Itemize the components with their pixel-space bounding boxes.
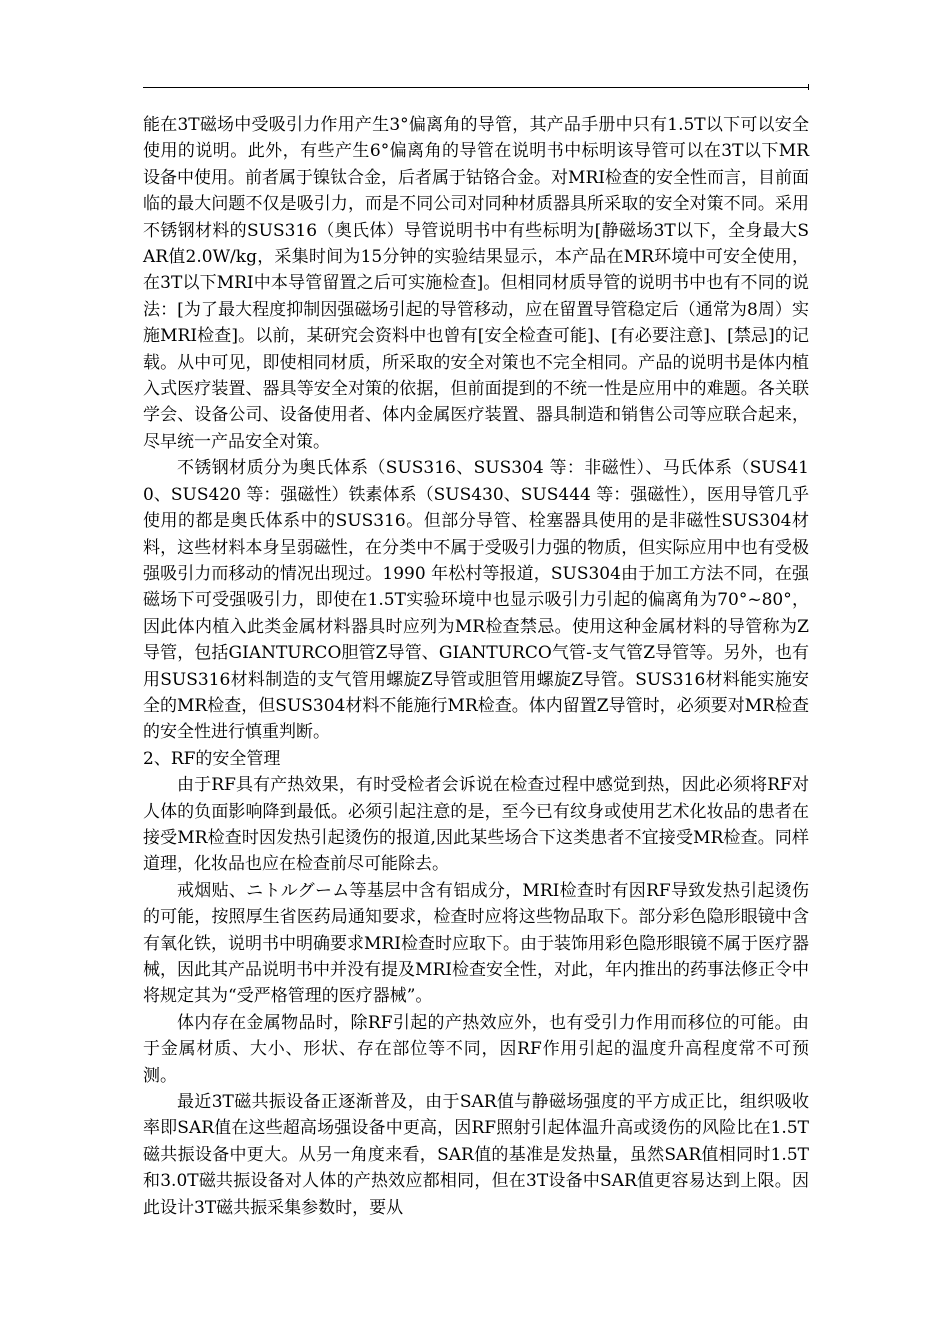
paragraph-stainless-steel-types: 不锈钢材质分为奥氏体系（SUS316、SUS304 等：非磁性）、马氏体系（SUS410、SUS420 等：强磁性）铁素体系（SUS430、SUS444 等：强磁性），医用导管几乎使用的都是奥氏体系中的SUS316。但部分导管、栓塞器具使用的是非磁性SUS304材料，这些材料本身呈弱磁性，在分类中不属于受吸引力强的物质，但实际应用中也有受极强吸引力而移动的情况出现过。1990 年松村等报道，SUS304由于加工方法不同，在强磁场下可受强吸引力，即使在1.5T实验环境中也显示吸引力引起的偏离角为70°~80°，因此体内植入此类金属材料器具时应列为MR检查禁忌。使用这种金属材料的导管称为Z导管，包括GIANTURCO胆管Z导管、GIANTURCO气管-支气管Z导管等。另外，也有用SUS316材料制造的支气管用螺旋Z导管或胆管用螺旋Z导管。SUS316材料能实施安全的MR检查，但SUS304材料不能施行MR检查。体内留置Z导管时，必须要对MR检查的安全性进行慎重判断。: [143, 458, 809, 743]
section-heading-rf-safety: 2、RF的安全管理: [143, 748, 281, 769]
paragraph-patches-contact-lenses: 戒烟贴、ニトルグーム等基层中含有铝成分，MRI检查时有因RF导致发热引起烫伤的可能，按照厚生省医药局通知要求，检查时应将这些物品取下。部分彩色隐形眼镜中含有氧化铁，说明书中明确要求MRI检查时应取下。由于装饰用彩色隐形眼镜不属于医疗器械，因此其产品说明书中并没有提及MRI检查安全性，对此，年内推出的药事法修正令中将规定其为“受严格管理的医疗器械”。: [143, 880, 809, 1007]
paragraph-3t-sar: 最近3T磁共振设备正逐渐普及，由于SAR值与静磁场强度的平方成正比，组织吸收率即SAR值在这些超高场强设备中更高，因RF照射引起体温升高或烫伤的风险比在1.5T磁共振设备中更大。从另一角度来看，SAR值的基准是发热量，虽然SAR值相同时1.5T和3.0T磁共振设备对人体的产热效应都相同，但在3T设备中SAR值更容易达到上限。因此设计3T磁共振采集参数时，要从: [143, 1092, 809, 1218]
paragraph-rf-heating-effect: 由于RF具有产热效果，有时受检者会诉说在检查过程中感觉到热，因此必须将RF对人体的负面影响降到最低。必须引起注意的是，至今已有纹身或使用艺术化妆品的患者在接受MR检查时因发热引起烫伤的报道,因此某些场合下这类患者不宜接受MR检查。同样道理，化妆品也应在检查前尽可能除去。: [143, 775, 809, 875]
paragraph-mri-guidewire-safety: 能在3T磁场中受吸引力作用产生3°偏离角的导管，其产品手册中只有1.5T以下可以安全使用的说明。此外，有些产生6°偏离角的导管在说明书中标明该导管可以在3T以下MR设备中使用。前者属于镍钛合金，后者属于钴铬合金。对MRI检查的安全性而言，目前面临的最大问题不仅是吸引力，而是不同公司对同种材质器具所采取的安全对策不同。采用不锈钢材料的SUS316（奥氏体）导管说明书中有些标明为[静磁场3T以下，全身最大SAR值2.0W/kg，采集时间为15分钟的实验结果显示，本产品在MR环境中可安全使用，在3T以下MRI中本导管留置之后可实施检查]。但相同材质导管的说明书中也有不同的说法：[为了最大程度抑制因强磁场引起的导管移动，应在留置导管稳定后（通常为8周）实施MRI检查]。以前，某研究会资料中也曾有[安全检查可能]、[有必要注意]、[禁忌]的记载。从中可见，即使相同材质，所采取的安全对策也不完全相同。产品的说明书是体内植入式医疗装置、器具等安全对策的依据，但前面提到的不统一性是应用中的难题。各关联学会、设备公司、设备使用者、体内金属医疗装置、器具制造和销售公司等应联合起来，尽早统一产品安全对策。: [143, 115, 809, 452]
header-rule-tick: [808, 84, 809, 90]
paragraph-metal-objects: 体内存在金属物品时，除RF引起的产热效应外，也有受引力作用而移位的可能。由于金属材质、大小、形状、存在部位等不同，因RF作用引起的温度升高程度常不可预测。: [143, 1012, 809, 1086]
header-rule: [143, 87, 809, 88]
document-body: [143, 112, 809, 1221]
